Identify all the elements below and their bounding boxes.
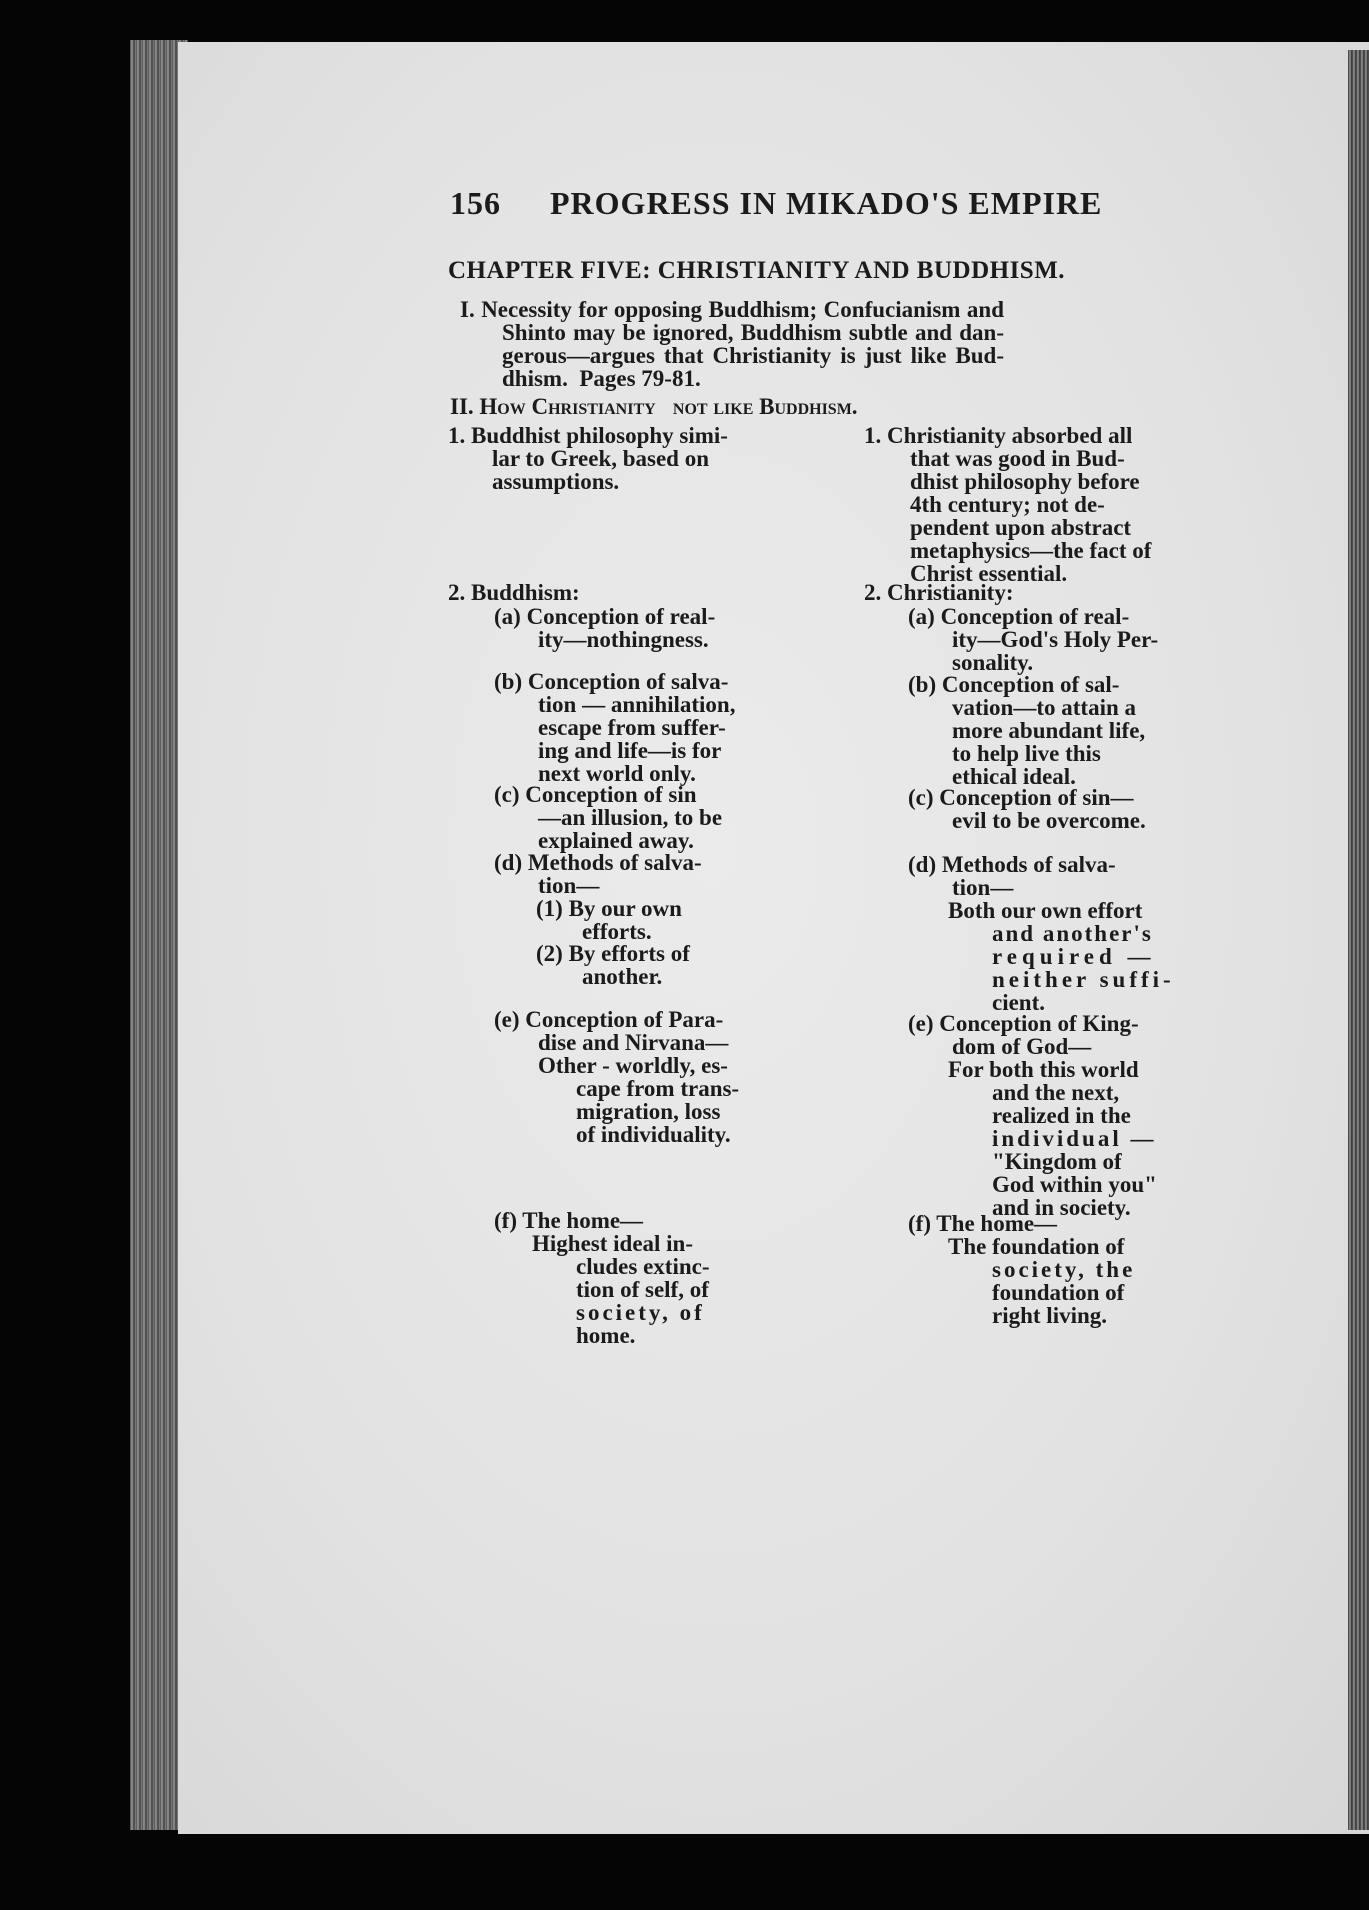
left-line: (f) The home— (494, 1208, 644, 1233)
right-line: to help live this (952, 741, 1101, 766)
right-line: realized in the (992, 1103, 1131, 1128)
running-title: PROGRESS IN MIKADO'S EMPIRE (550, 185, 1103, 221)
left-item-d1 (536, 897, 682, 943)
left-item-a (494, 605, 715, 651)
left-item-b (494, 670, 735, 785)
left-item-f (494, 1209, 710, 1347)
section-two-heading: II. How Christianity not like Buddhism. (450, 394, 858, 419)
right-line: more abundant life, (952, 718, 1146, 743)
right-line: that was good in Bud- (910, 446, 1125, 471)
section-one-line: Shinto may be ignored, Buddhism subtle and dan- (502, 320, 1004, 345)
right-line: (a) Conception of real- (908, 604, 1130, 629)
left-point-2-heading: 2. Buddhism: (448, 580, 580, 605)
section-one-line: I. Necessity for opposing Buddhism; Confucianism and (460, 297, 1004, 322)
left-item-d (494, 851, 702, 897)
right-line: dhist philosophy before (910, 469, 1140, 494)
right-line: (f) The home— (908, 1211, 1058, 1236)
left-line: 1. Buddhist philosophy simi- (448, 423, 728, 448)
right-line: cient. (992, 990, 1046, 1015)
left-line: next world only. (538, 761, 696, 786)
left-line: cape from trans- (576, 1076, 740, 1101)
left-line: (b) Conception of salva- (494, 669, 729, 694)
page-number: 156 (450, 185, 501, 221)
left-line: —an illusion, to be (538, 805, 723, 830)
book-page (178, 42, 1369, 1834)
left-line: lar to Greek, based on (492, 446, 710, 471)
right-line: and the next, (992, 1080, 1120, 1105)
left-line: efforts. (582, 919, 652, 944)
right-line: 4th century; not de- (910, 492, 1105, 517)
left-line: (a) Conception of real- (494, 604, 716, 629)
right-line: God within you" (992, 1172, 1157, 1197)
right-line: and in society. (992, 1195, 1131, 1220)
right-line: metaphysics—the fact of (910, 538, 1152, 563)
left-line: assumptions. (492, 469, 620, 494)
left-line: (e) Conception of Para- (494, 1007, 724, 1032)
left-line: escape from suffer- (538, 715, 726, 740)
section-one (460, 298, 1004, 390)
left-line: ity—nothingness. (538, 627, 709, 652)
right-item-b (908, 673, 1145, 788)
right-line: tion— (952, 875, 1014, 900)
right-line: For both this world (948, 1057, 1139, 1082)
right-line: vation—to attain a (952, 695, 1136, 720)
left-item-d2 (536, 942, 690, 988)
right-line: Christ essential. (910, 561, 1068, 586)
right-item-f (908, 1212, 1135, 1327)
right-line: sonality. (952, 650, 1034, 675)
right-line: "Kingdom of (992, 1149, 1122, 1174)
left-line: (c) Conception of sin (494, 782, 697, 807)
right-line: The foundation of (948, 1234, 1125, 1259)
right-line: ethical ideal. (952, 764, 1076, 789)
left-line: Other - worldly, es- (538, 1053, 728, 1078)
left-line: of individuality. (576, 1122, 731, 1147)
right-line: Both our own effort (948, 898, 1143, 923)
left-line: society, of (576, 1300, 705, 1325)
left-item-c (494, 783, 722, 852)
left-line: migration, loss (576, 1099, 721, 1124)
book-page-edge-right (1348, 50, 1369, 1830)
right-item-c (908, 786, 1146, 832)
right-line: pendent upon abstract (910, 515, 1132, 540)
left-line: (d) Methods of salva- (494, 850, 702, 875)
right-line: dom of God— (952, 1034, 1092, 1059)
right-item-e (908, 1012, 1157, 1219)
left-line: tion of self, of (576, 1277, 709, 1302)
left-line: Highest ideal in- (532, 1231, 694, 1256)
right-line: individual — (992, 1126, 1157, 1151)
left-line: ing and life—is for (538, 738, 722, 763)
left-line: (2) By efforts of (536, 941, 690, 966)
right-line: (e) Conception of King- (908, 1011, 1139, 1036)
right-line: 1. Christianity absorbed all (864, 423, 1133, 448)
left-line: explained away. (538, 828, 694, 853)
right-point-1 (864, 424, 1151, 585)
right-item-d (908, 853, 1175, 1014)
right-line: (b) Conception of sal- (908, 672, 1120, 697)
section-one-line: gerous—argues that Christianity is just like Bud- (502, 343, 1004, 368)
right-line: required — (992, 944, 1156, 969)
section-one-line: dhism. Pages 79-81. (502, 366, 701, 391)
left-line: tion— (538, 873, 600, 898)
right-line: and another's (992, 921, 1153, 946)
right-item-a (908, 605, 1158, 674)
left-line: (1) By our own (536, 896, 682, 921)
right-line: (d) Methods of salva- (908, 852, 1116, 877)
left-line: cludes extinc- (576, 1254, 710, 1279)
right-line: foundation of (992, 1280, 1125, 1305)
chapter-title: CHAPTER FIVE: CHRISTIANITY AND BUDDHISM. (448, 257, 1066, 284)
right-line: (c) Conception of sin— (908, 785, 1134, 810)
left-line: another. (582, 964, 663, 989)
right-line: evil to be overcome. (952, 808, 1146, 833)
right-line: right living. (992, 1303, 1108, 1328)
left-line: tion — annihilation, (538, 692, 736, 717)
right-line: neither suffi- (992, 967, 1175, 992)
left-line: home. (576, 1323, 636, 1348)
left-point-1 (448, 424, 758, 493)
left-line: dise and Nirvana— (538, 1030, 729, 1055)
right-line: ity—God's Holy Per- (952, 627, 1159, 652)
right-point-2-heading: 2. Christianity: (864, 580, 1014, 605)
left-item-e (494, 1008, 739, 1146)
right-line: society, the (992, 1257, 1136, 1282)
